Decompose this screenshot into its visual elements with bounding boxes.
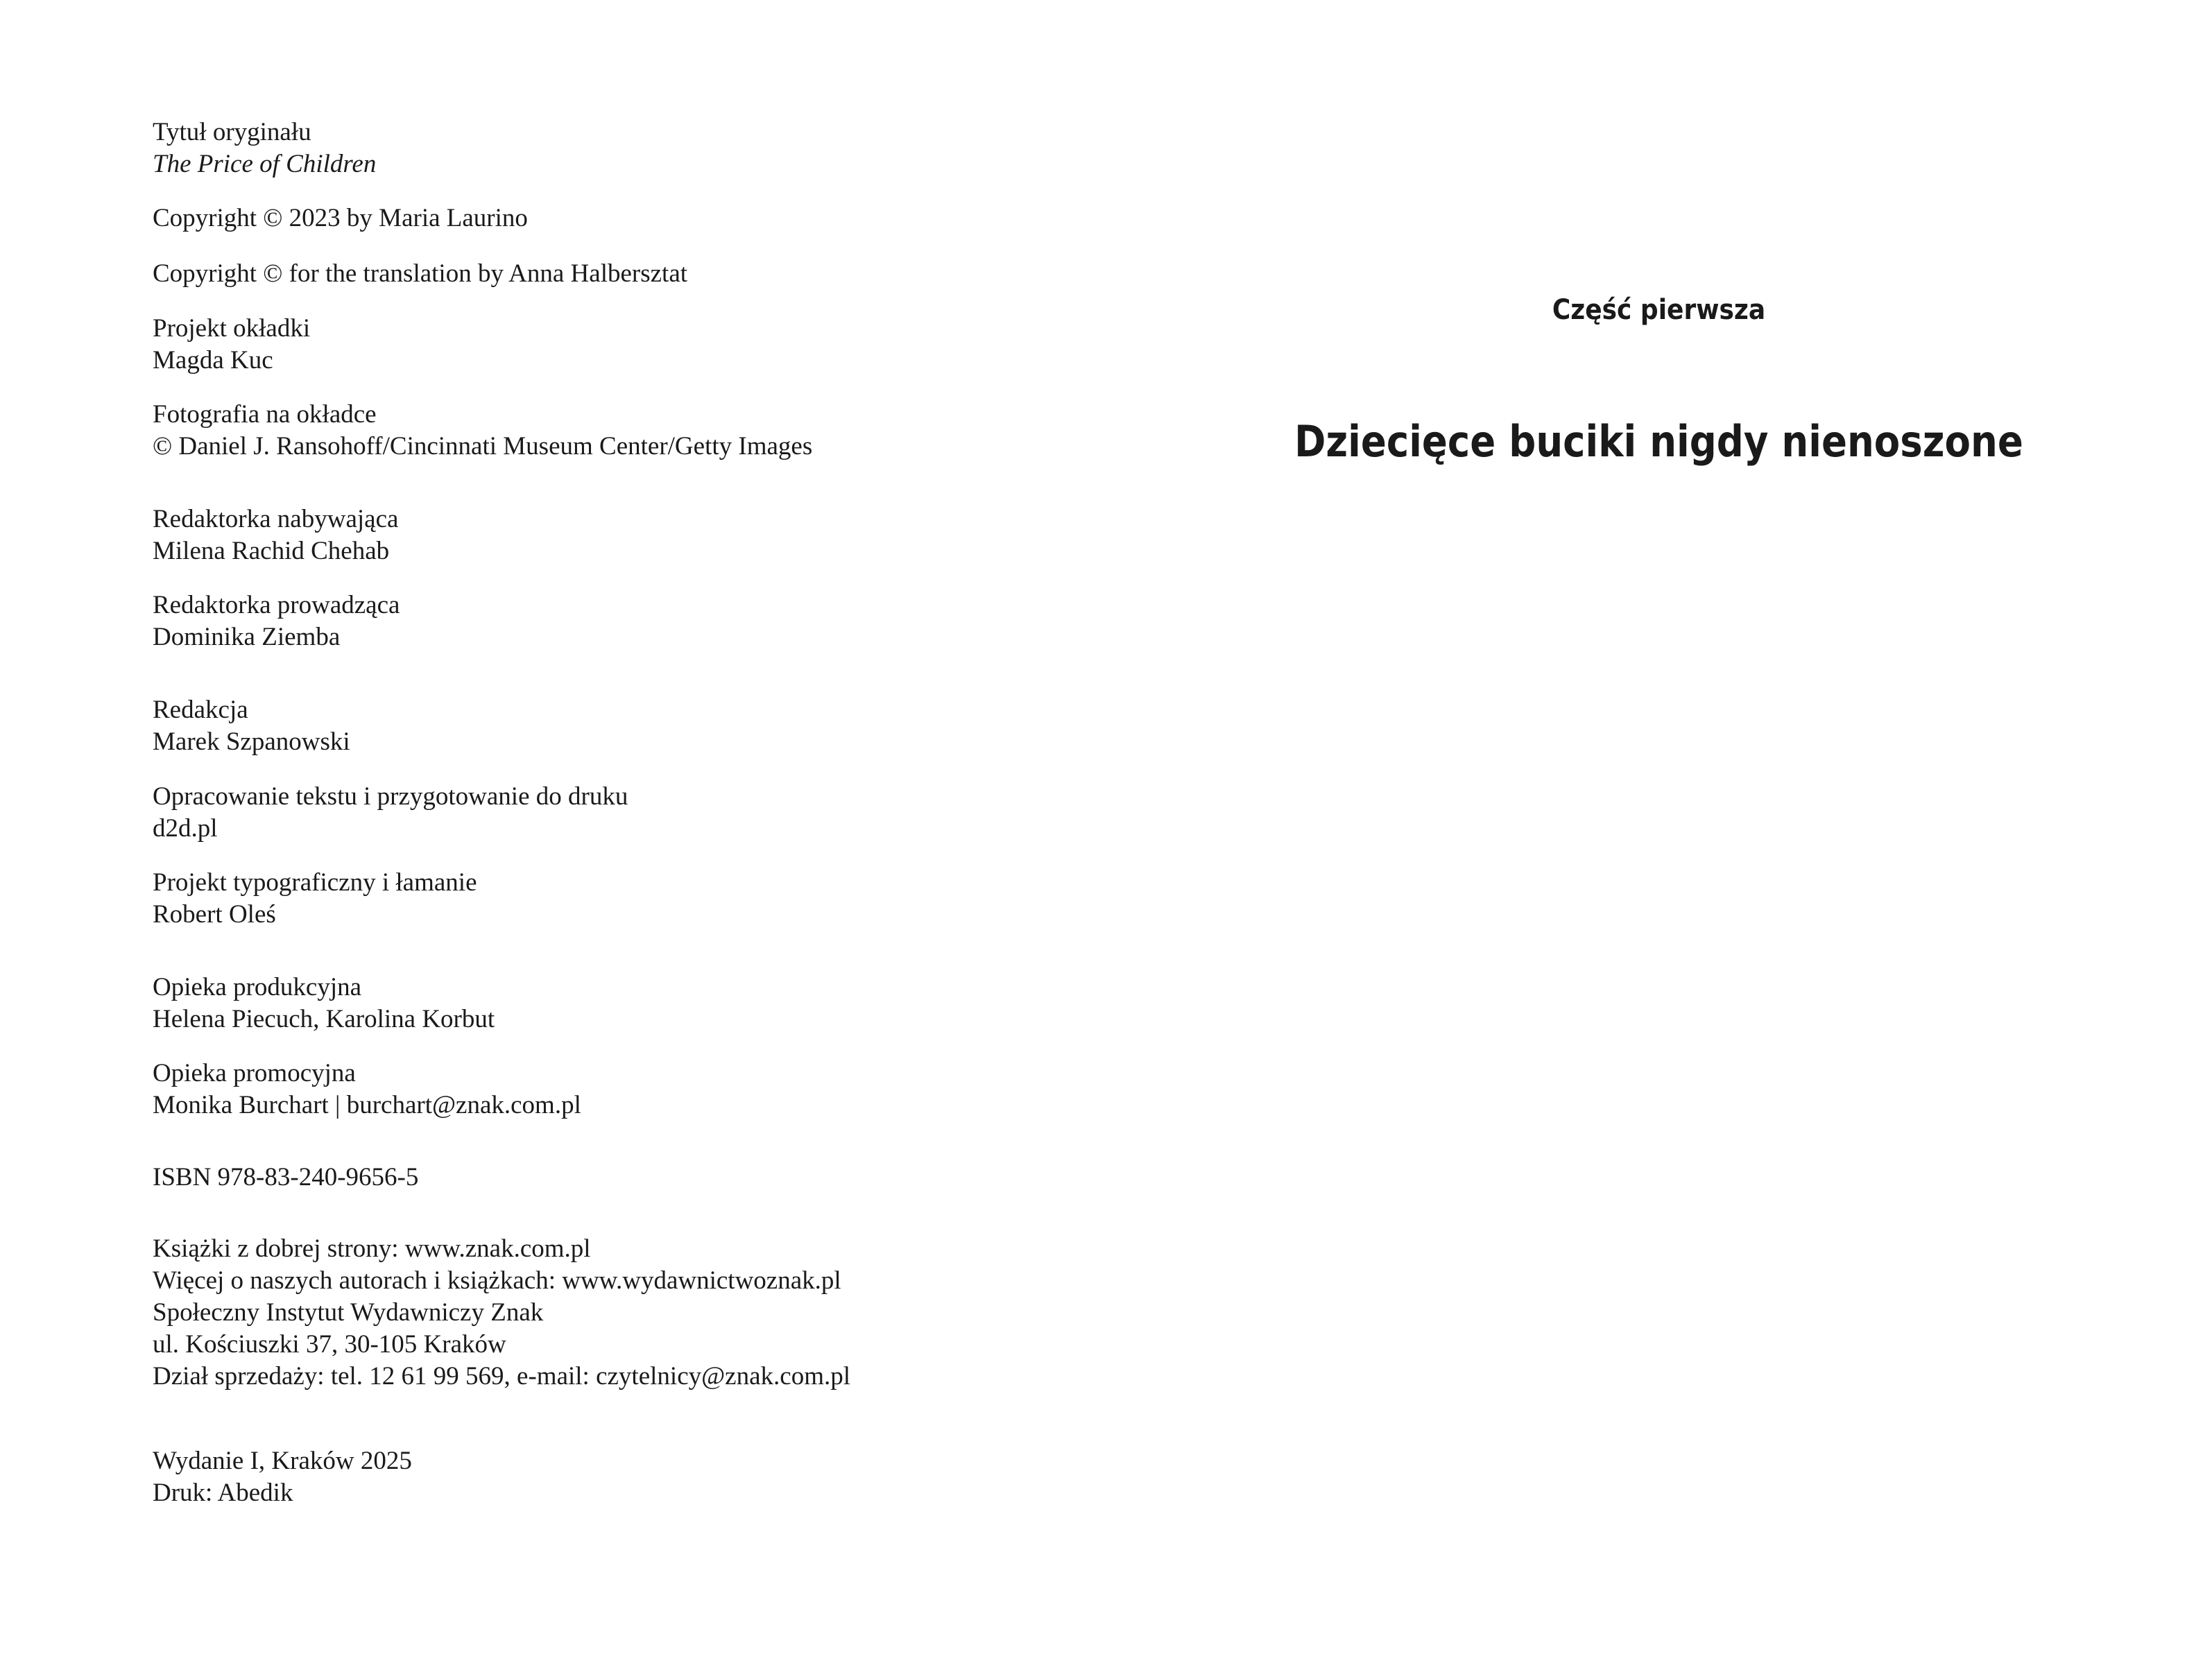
part-title-page: [1106, 0, 2212, 1679]
cover-design-block: [153, 313, 310, 377]
acquiring-editor-label: Redaktorka nabywająca: [153, 505, 399, 533]
edition: Wydanie I, Kraków 2025: [153, 1447, 412, 1475]
original-title: The Price of Children: [153, 150, 377, 178]
editing-block: [153, 694, 350, 758]
text-prep-block: [153, 781, 628, 845]
publisher-line-2: Więcej o naszych autorach i książkach: www.wydawnictwoznak.pl: [153, 1266, 841, 1295]
copyright-author-block: [153, 203, 528, 234]
text-prep-label: Opracowanie tekstu i przygotowanie do druku: [153, 782, 628, 811]
production-block: [153, 972, 495, 1035]
production-names: Helena Piecuch, Karolina Korbut: [153, 1005, 495, 1033]
publisher-line-3: Społeczny Instytut Wydawniczy Znak: [153, 1298, 544, 1327]
cover-photo-block: [153, 399, 812, 463]
copyright-translation: Copyright © for the translation by Anna Halbersztat: [153, 259, 688, 288]
cover-design-label: Projekt okładki: [153, 314, 311, 343]
typography-label: Projekt typograficzny i łamanie: [153, 868, 477, 897]
isbn-block: [153, 1162, 418, 1194]
typography-block: [153, 867, 477, 931]
part-title: Dziecięce buciki nigdy nienoszone: [1294, 416, 2023, 467]
promotion-block: [153, 1058, 581, 1121]
original-title-block: [153, 117, 376, 180]
managing-editor-name: Dominika Ziemba: [153, 623, 341, 651]
publisher-line-1: Książki z dobrej strony: www.znak.com.pl: [153, 1234, 591, 1263]
cover-design-name: Magda Kuc: [153, 346, 273, 374]
text-prep-name: d2d.pl: [153, 814, 218, 843]
publisher-line-4: ul. Kościuszki 37, 30-105 Kraków: [153, 1330, 506, 1359]
managing-editor-label: Redaktorka prowadząca: [153, 591, 400, 619]
isbn: ISBN 978-83-240-9656-5: [153, 1163, 419, 1191]
edition-block: [153, 1445, 412, 1509]
printing: Druk: Abedik: [153, 1479, 293, 1507]
cover-photo-label: Fotografia na okładce: [153, 400, 377, 429]
typography-name: Robert Oleś: [153, 900, 276, 929]
part-label: Część pierwsza: [1552, 294, 1766, 326]
original-title-label: Tytuł oryginału: [153, 118, 311, 146]
acquiring-editor-block: [153, 503, 398, 567]
promotion-name: Monika Burchart | burchart@znak.com.pl: [153, 1091, 581, 1119]
promotion-label: Opieka promocyjna: [153, 1059, 356, 1087]
publisher-block: [153, 1233, 850, 1393]
copyright-author: Copyright © 2023 by Maria Laurino: [153, 204, 528, 232]
acquiring-editor-name: Milena Rachid Chehab: [153, 537, 390, 565]
editing-name: Marek Szpanowski: [153, 727, 350, 756]
copyright-translation-block: [153, 258, 687, 290]
managing-editor-block: [153, 589, 400, 653]
editing-label: Redakcja: [153, 696, 248, 724]
production-label: Opieka produkcyjna: [153, 973, 362, 1001]
cover-photo-credit: © Daniel J. Ransohoff/Cincinnati Museum Center/Getty Images: [153, 432, 813, 460]
publisher-line-5: Dział sprzedaży: tel. 12 61 99 569, e-mail: czytelnicy@znak.com.pl: [153, 1362, 851, 1390]
